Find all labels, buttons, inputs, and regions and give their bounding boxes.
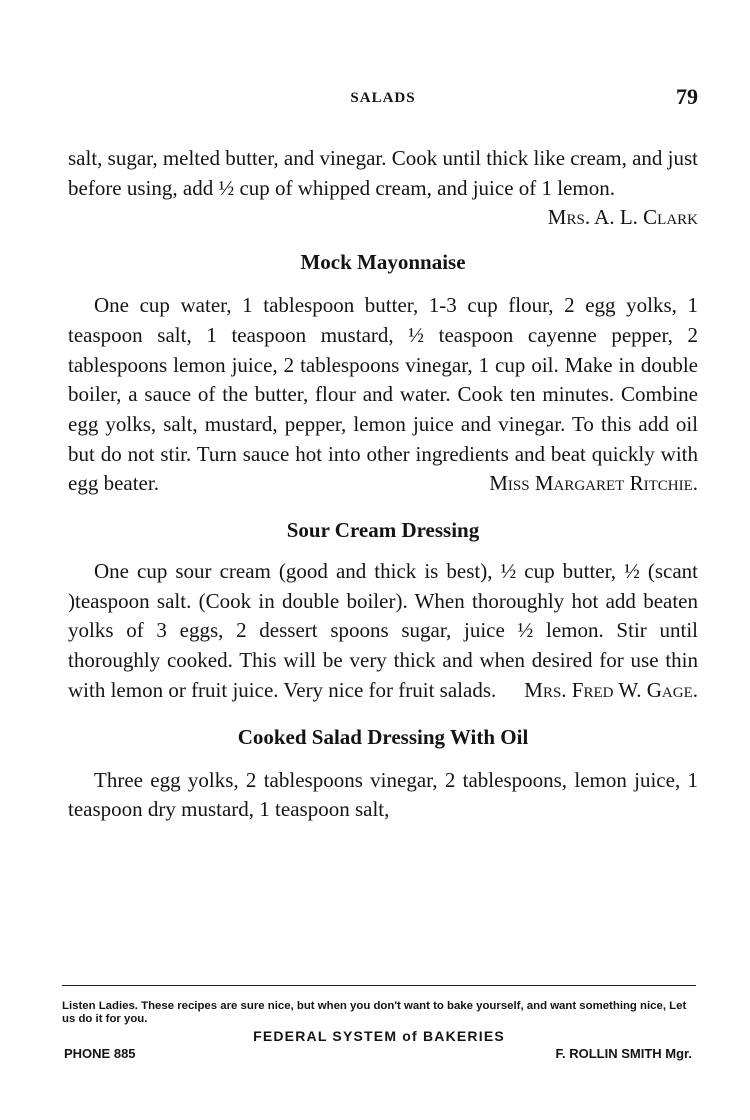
footer-divider — [62, 985, 696, 986]
manager-name: F. ROLLIN SMITH Mgr. — [555, 1046, 692, 1061]
continuation-paragraph — [68, 144, 698, 233]
phone-number: PHONE 885 — [64, 1046, 136, 1061]
attribution-gage: Mrs. Fred W. Gage. — [524, 677, 698, 702]
recipe-body-sour-cream-dressing — [68, 557, 698, 706]
recipe-text-cooked-salad-dressing: Three egg yolks, 2 tablespoons vinegar, 2 tablespoons, lemon juice, 1 teaspoon dry mustard, 1 teaspoon salt, — [68, 767, 698, 822]
recipe-text-mock-mayonnaise: One cup water, 1 tablespoon butter, 1-3 cup flour, 2 egg yolks, 1 teaspoon salt, 1 teaspoon mustard, ½ teaspoon cayenne pepper, 2 tablespoons lemon juice, 2 tablespoons vinegar, 1 cup oil. Make in double boiler, a sauce of the butter, flour and water. Cook ten minutes. Combine egg yolks, salt, mustard, pepper, lemon juice and vinegar. To this add oil but do not stir. Turn sauce hot into other ingredients and beat quickly with egg beater. — [68, 293, 698, 496]
footer-note: Listen Ladies. These recipes are sure nice, but when you don't want to bake yourself, and want something nice, Let us do it for you. — [62, 1000, 687, 1025]
attribution-clark: Mrs. A. L. Clark — [547, 205, 698, 230]
recipe-body-cooked-salad-dressing — [68, 766, 698, 825]
recipe-text-sour-cream-dressing: One cup sour cream (good and thick is best), ½ cup butter, ½ (scant )teaspoon salt. (Cook in double boiler). When thoroughly hot add beaten yolks of 3 eggs, 2 dessert spoons sugar, juice ½ lemon. Stir until thoroughly cooked. This will be very thick and when desired for use thin with lemon or fruit juice. Very nice for fruit salads. — [68, 559, 698, 702]
running-head: SALADS — [350, 90, 416, 106]
recipe-body-mock-mayonnaise — [68, 291, 698, 499]
recipe-title-sour-cream-dressing: Sour Cream Dressing — [286, 518, 480, 543]
recipe-title-mock-mayonnaise: Mock Mayonnaise — [300, 250, 466, 275]
footer-contact — [62, 1045, 696, 1063]
page-header — [68, 82, 698, 118]
continuation-text: salt, sugar, melted butter, and vinegar. Cook until thick like cream, and just before using, add ½ cup of whipped cream, and juice of 1 lemon. — [68, 146, 698, 200]
advertisement-footer — [62, 1000, 696, 1063]
page-number: 79 — [676, 84, 698, 109]
recipe-title-cooked-salad-dressing: Cooked Salad Dressing With Oil — [237, 724, 529, 749]
bakery-name: FEDERAL SYSTEM of BAKERIES — [253, 1028, 505, 1044]
attribution-ritchie: Miss Margaret Ritchie. — [489, 471, 698, 496]
page-content — [68, 82, 698, 825]
